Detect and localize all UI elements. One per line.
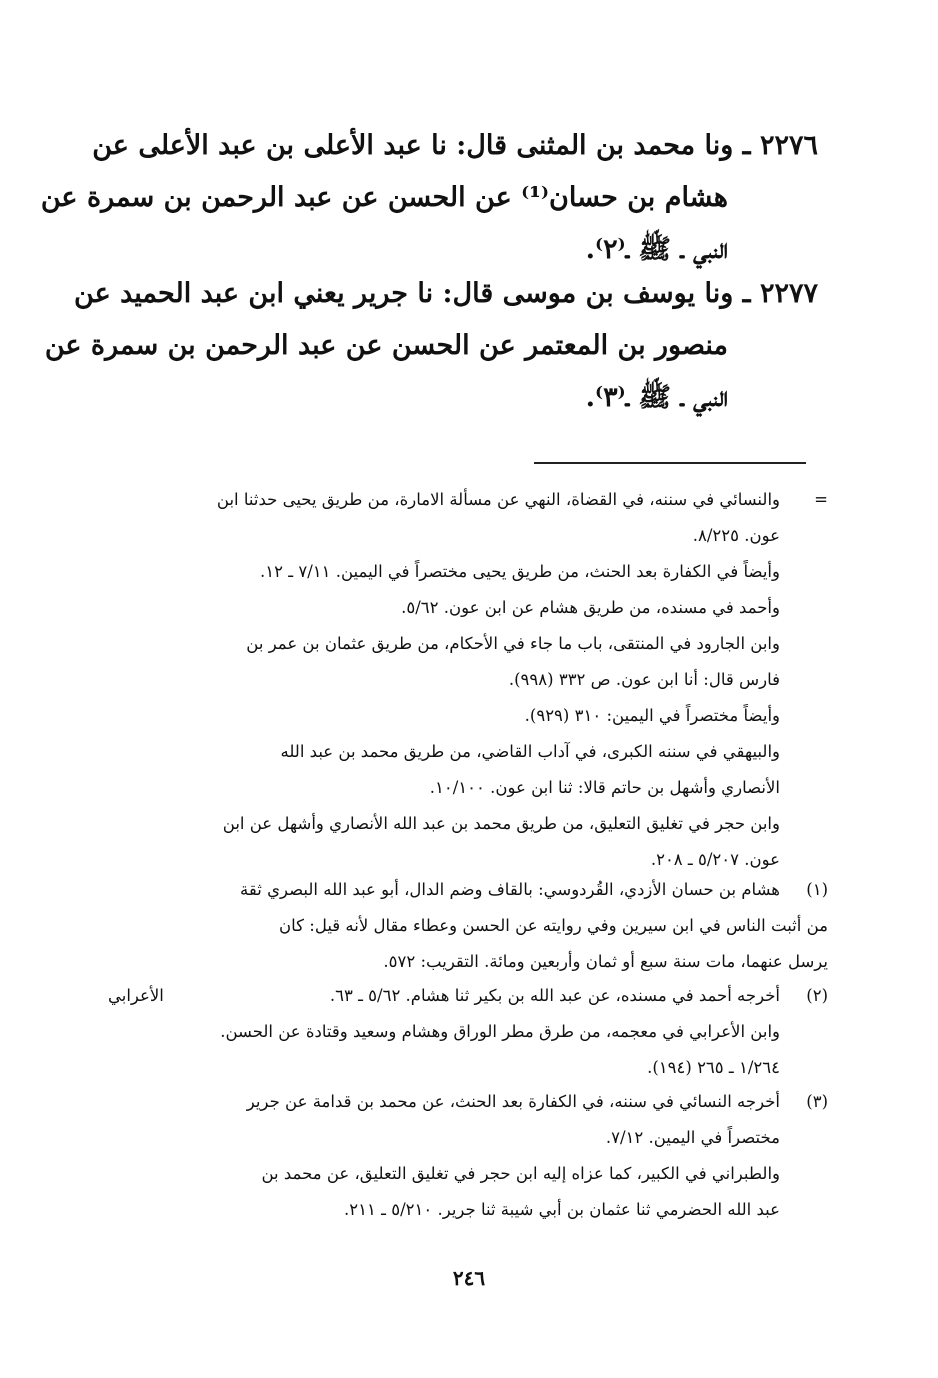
continuation-marker: = bbox=[814, 490, 828, 509]
hadith-line: النبي ـ ﷺ ـ⁽٢⁾. bbox=[585, 234, 728, 265]
footnote-line: مختصراً في اليمين. ٧/١٢. bbox=[605, 1128, 780, 1147]
hadith-line: ٢٢٧٧ ـ ونا يوسف بن موسى قال: نا جرير يعني ابن عبد الحميد عن bbox=[74, 278, 818, 309]
footnote-marker: (١) bbox=[806, 880, 828, 899]
footnote-line: الأنصاري وأشهل بن حاتم قالا: ثنا ابن عون. ١٠/١٠٠. bbox=[429, 778, 780, 797]
footnote-line: وابن الجارود في المنتقى، باب ما جاء في الأحكام، من طريق عثمان بن عمر بن bbox=[246, 634, 780, 653]
footnote-line: عون. ٨/٢٢٥. bbox=[692, 526, 780, 545]
footnote-line: هشام بن حسان الأزدي، القُردوسي: بالقاف وضم الدال، أبو عبد الله البصري ثقة bbox=[240, 880, 780, 899]
hadith-line: النبي ـ ﷺ ـ⁽٣⁾. bbox=[585, 382, 728, 413]
footnote-marker: (٣) bbox=[806, 1092, 828, 1111]
footnote-line: وأيضاً في الكفارة بعد الحنث، من طريق يحيى مختصراً في اليمين. ٧/١١ ـ ١٢. bbox=[260, 562, 780, 581]
footnote-text: أخرجه أحمد في مسنده، عن عبد الله بن بكير ثنا هشام. ٥/٦٢ ـ ٦٣. bbox=[329, 986, 780, 1005]
footnote-line: وابن الأعرابي في معجمه، من طرق مطر الوراق وهشام وسعيد وقتادة عن الحسن. bbox=[220, 1022, 780, 1041]
footnote-3 bbox=[108, 1084, 828, 1228]
stray-word: الأعرابي bbox=[108, 986, 164, 1005]
footnote-line: والنسائي في سننه، في القضاة، النهي عن مسألة الامارة، من طريق يحيى حدثنا ابن bbox=[216, 490, 780, 509]
footnote-line: وابن حجر في تغليق التعليق، من طريق محمد بن عبد الله الأنصاري وأشهل عن ابن bbox=[222, 814, 780, 833]
hadith-2276 bbox=[40, 120, 818, 276]
hadith-2277 bbox=[44, 268, 818, 424]
footnote-line: فارس قال: أنا ابن عون. ص ٣٣٢ (٩٩٨). bbox=[508, 670, 780, 689]
footnote-line: من أثبت الناس في ابن سيرين وفي روايته عن الحسن وعطاء مقال لأنه قيل: كان bbox=[279, 916, 828, 935]
footnote-1 bbox=[108, 872, 828, 980]
footnote-line: وأيضاً مختصراً في اليمين: ٣١٠ (٩٢٩). bbox=[524, 706, 780, 725]
footnote-line: عون. ٥/٢٠٧ ـ ٢٠٨. bbox=[650, 850, 780, 869]
footnote-continuation bbox=[108, 482, 828, 878]
footnote-line: ١/٢٦٤ ـ ٢٦٥ (١٩٤). bbox=[647, 1058, 780, 1077]
hadith-line: هشام بن حسان⁽¹⁾ عن الحسن عن عبد الرحمن بن سمرة عن bbox=[40, 182, 728, 213]
page-number: ٢٤٦ bbox=[452, 1266, 486, 1290]
hadith-line: منصور بن المعتمر عن الحسن عن عبد الرحمن بن سمرة عن bbox=[44, 330, 728, 361]
hadith-line: ٢٢٧٦ ـ ونا محمد بن المثنى قال: نا عبد الأعلى بن عبد الأعلى عن bbox=[92, 130, 818, 161]
footnote-separator bbox=[534, 462, 806, 464]
footnote-line bbox=[108, 978, 828, 1014]
footnote-line: وأحمد في مسنده، من طريق هشام عن ابن عون. ٥/٦٢. bbox=[401, 598, 780, 617]
footnote-line: عبد الله الحضرمي ثنا عثمان بن أبي شيبة ثنا جرير. ٥/٢١٠ ـ ٢١١. bbox=[344, 1200, 780, 1219]
footnote-line: والبيهقي في سننه الكبرى، في آداب القاضي، من طريق محمد بن عبد الله bbox=[280, 742, 780, 761]
footnote-2 bbox=[108, 978, 828, 1086]
footnote-line: أخرجه النسائي في سننه، في الكفارة بعد الحنث، عن محمد بن قدامة عن جرير bbox=[246, 1092, 780, 1111]
footnote-line: يرسل عنهما، مات سنة سبع أو ثمان وأربعين ومائة. التقريب: ٥٧٢. bbox=[383, 952, 828, 971]
footnote-line: والطبراني في الكبير، كما عزاه إليه ابن حجر في تغليق التعليق، عن محمد بن bbox=[261, 1164, 780, 1183]
footnote-marker: (٢) bbox=[806, 986, 828, 1005]
